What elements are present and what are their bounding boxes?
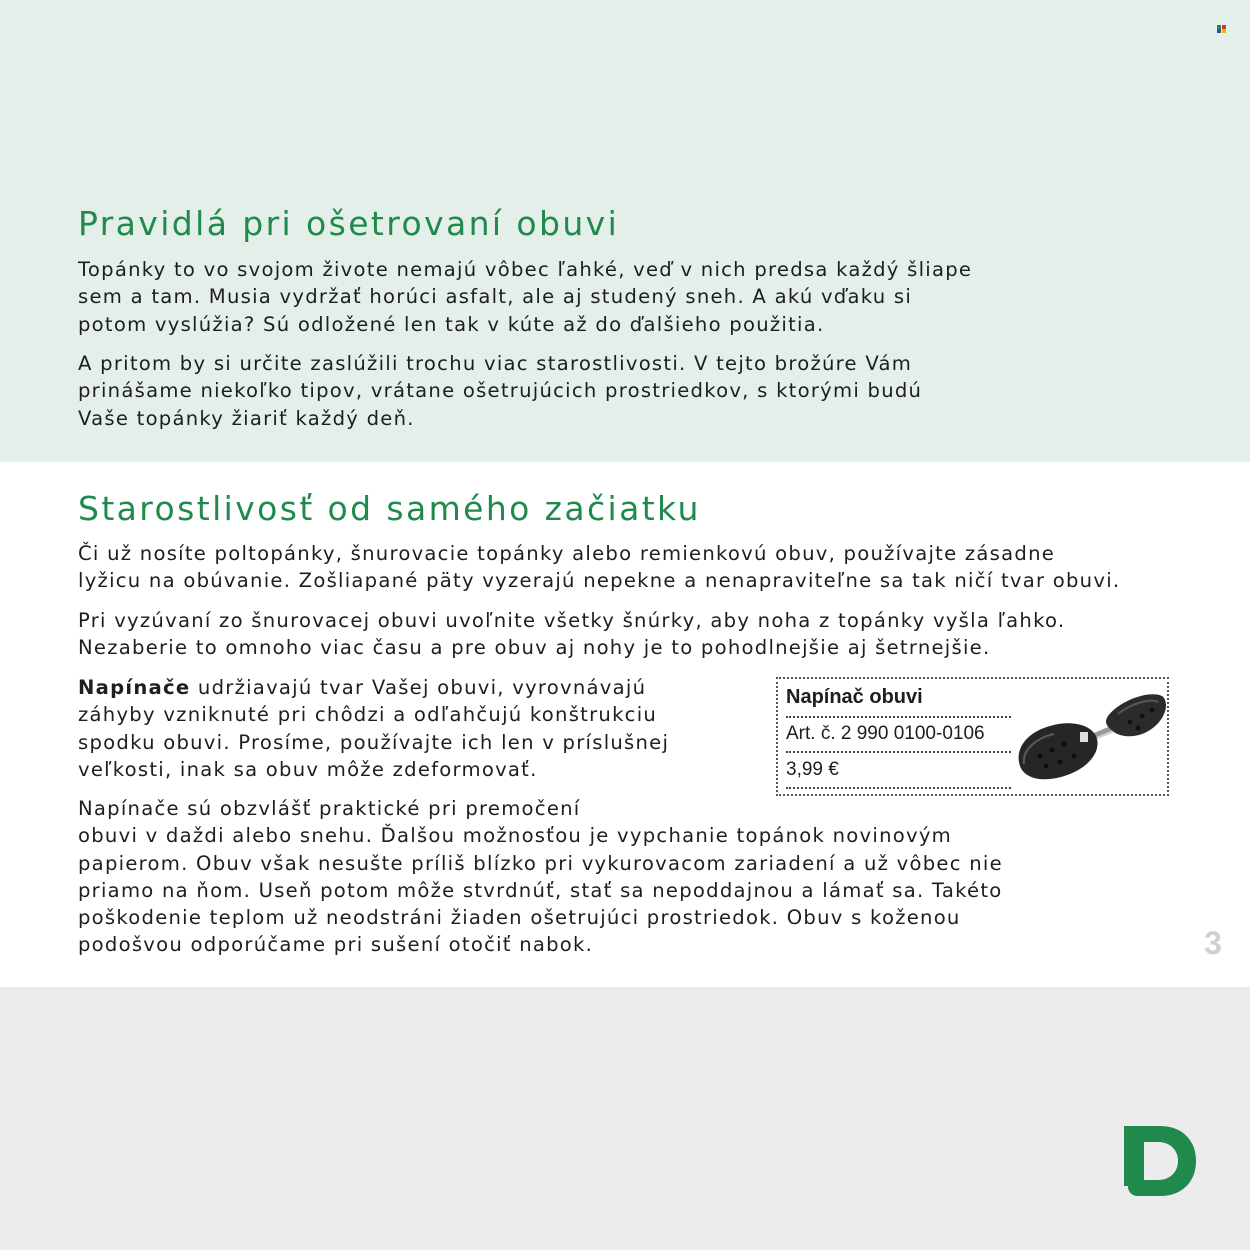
text-line: Nezaberie to omnoho viac času a pre obuv aj nohy je to pohodlnejšie aj šetrnejšie. xyxy=(78,636,991,660)
section-title-care-from-start: Starostlivosť od samého začiatku xyxy=(78,489,701,528)
text-line: Napínače sú obzvlášť praktické pri premočení xyxy=(78,797,581,820)
shoe-stretcher-icon xyxy=(1010,686,1170,790)
section-title-care-rules: Pravidlá pri ošetrovaní obuvi xyxy=(78,204,620,243)
drying-paragraph xyxy=(78,795,1003,959)
color-marker-icon xyxy=(1217,25,1226,33)
product-price: 3,99 € xyxy=(786,759,1011,789)
bottom-band xyxy=(0,987,1250,1250)
text-line: veľkosti, inak sa obuv môže zdeformovať. xyxy=(78,757,538,781)
deichmann-d-logo-icon xyxy=(1124,1126,1196,1196)
text-line: potom vyslúžia? Sú odložené len tak v kúte až do ďalšieho použitia. xyxy=(78,312,825,336)
product-article-number: Art. č. 2 990 0100-0106 xyxy=(786,723,1011,753)
shoehorn-paragraph xyxy=(78,540,1120,595)
text-line: sem a tam. Musia vydržať horúci asfalt, ale aj studený sneh. A akú vďaku si xyxy=(78,285,913,309)
stretcher-bold-term: Napínače xyxy=(78,676,191,699)
text-line: Vaše topánky žiariť každý deň. xyxy=(78,406,415,430)
text-line: obuvi v daždi alebo snehu. Ďalšou možnosťou je vypchanie topánok novinovým xyxy=(78,824,953,848)
text-line: Topánky to vo svojom živote nemajú vôbec ľahké, veď v nich predsa každý šliape xyxy=(78,258,973,281)
stretcher-paragraph xyxy=(78,674,669,783)
text-line: spodku obuvi. Prosíme, používajte ich len v príslušnej xyxy=(78,730,670,754)
text-line xyxy=(78,674,669,701)
text-line: papierom. Obuv však nesušte príliš blízko pri vykurovacom zariadení a už vôbec nie xyxy=(78,851,1003,875)
text-line: záhyby vzniknuté pri chôdzi a odľahčujú konštrukciu xyxy=(78,703,658,727)
text-line: Pri vyzúvaní zo šnurovacej obuvi uvoľnite všetky šnúrky, aby noha z topánky vyšla ľahko. xyxy=(78,609,1066,632)
intro-paragraph xyxy=(78,256,972,338)
intro-paragraph-2 xyxy=(78,350,922,432)
laces-paragraph xyxy=(78,607,1065,662)
text-fragment: udržiavajú tvar Vašej obuvi, vyrovnávajú xyxy=(190,676,647,699)
product-name: Napínač obuvi xyxy=(786,686,1011,718)
text-line: priamo na ňom. Useň potom môže stvrdnúť, stať sa nepoddajnou a lámať sa. Takéto xyxy=(78,878,1003,902)
text-line: prinášame niekoľko tipov, vrátane ošetrujúcich prostriedkov, s ktorými budú xyxy=(78,379,923,403)
page-number: 3 xyxy=(1204,925,1222,961)
text-line: Či už nosíte poltopánky, šnurovacie topánky alebo remienkovú obuv, používajte zásadne xyxy=(78,542,1056,565)
text-line: lyžicu na obúvanie. Zošliapané päty vyzerajú nepekne a nenapraviteľne sa tak ničí tvar obuvi. xyxy=(78,569,1121,593)
text-line: A pritom by si určite zaslúžili trochu viac starostlivosti. V tejto brožúre Vám xyxy=(78,352,913,375)
text-line: podošvou odporúčame pri sušení otočiť nabok. xyxy=(78,933,594,957)
text-line: poškodenie teplom už neodstráni žiaden ošetrujúci prostriedok. Obuv s koženou xyxy=(78,906,961,930)
